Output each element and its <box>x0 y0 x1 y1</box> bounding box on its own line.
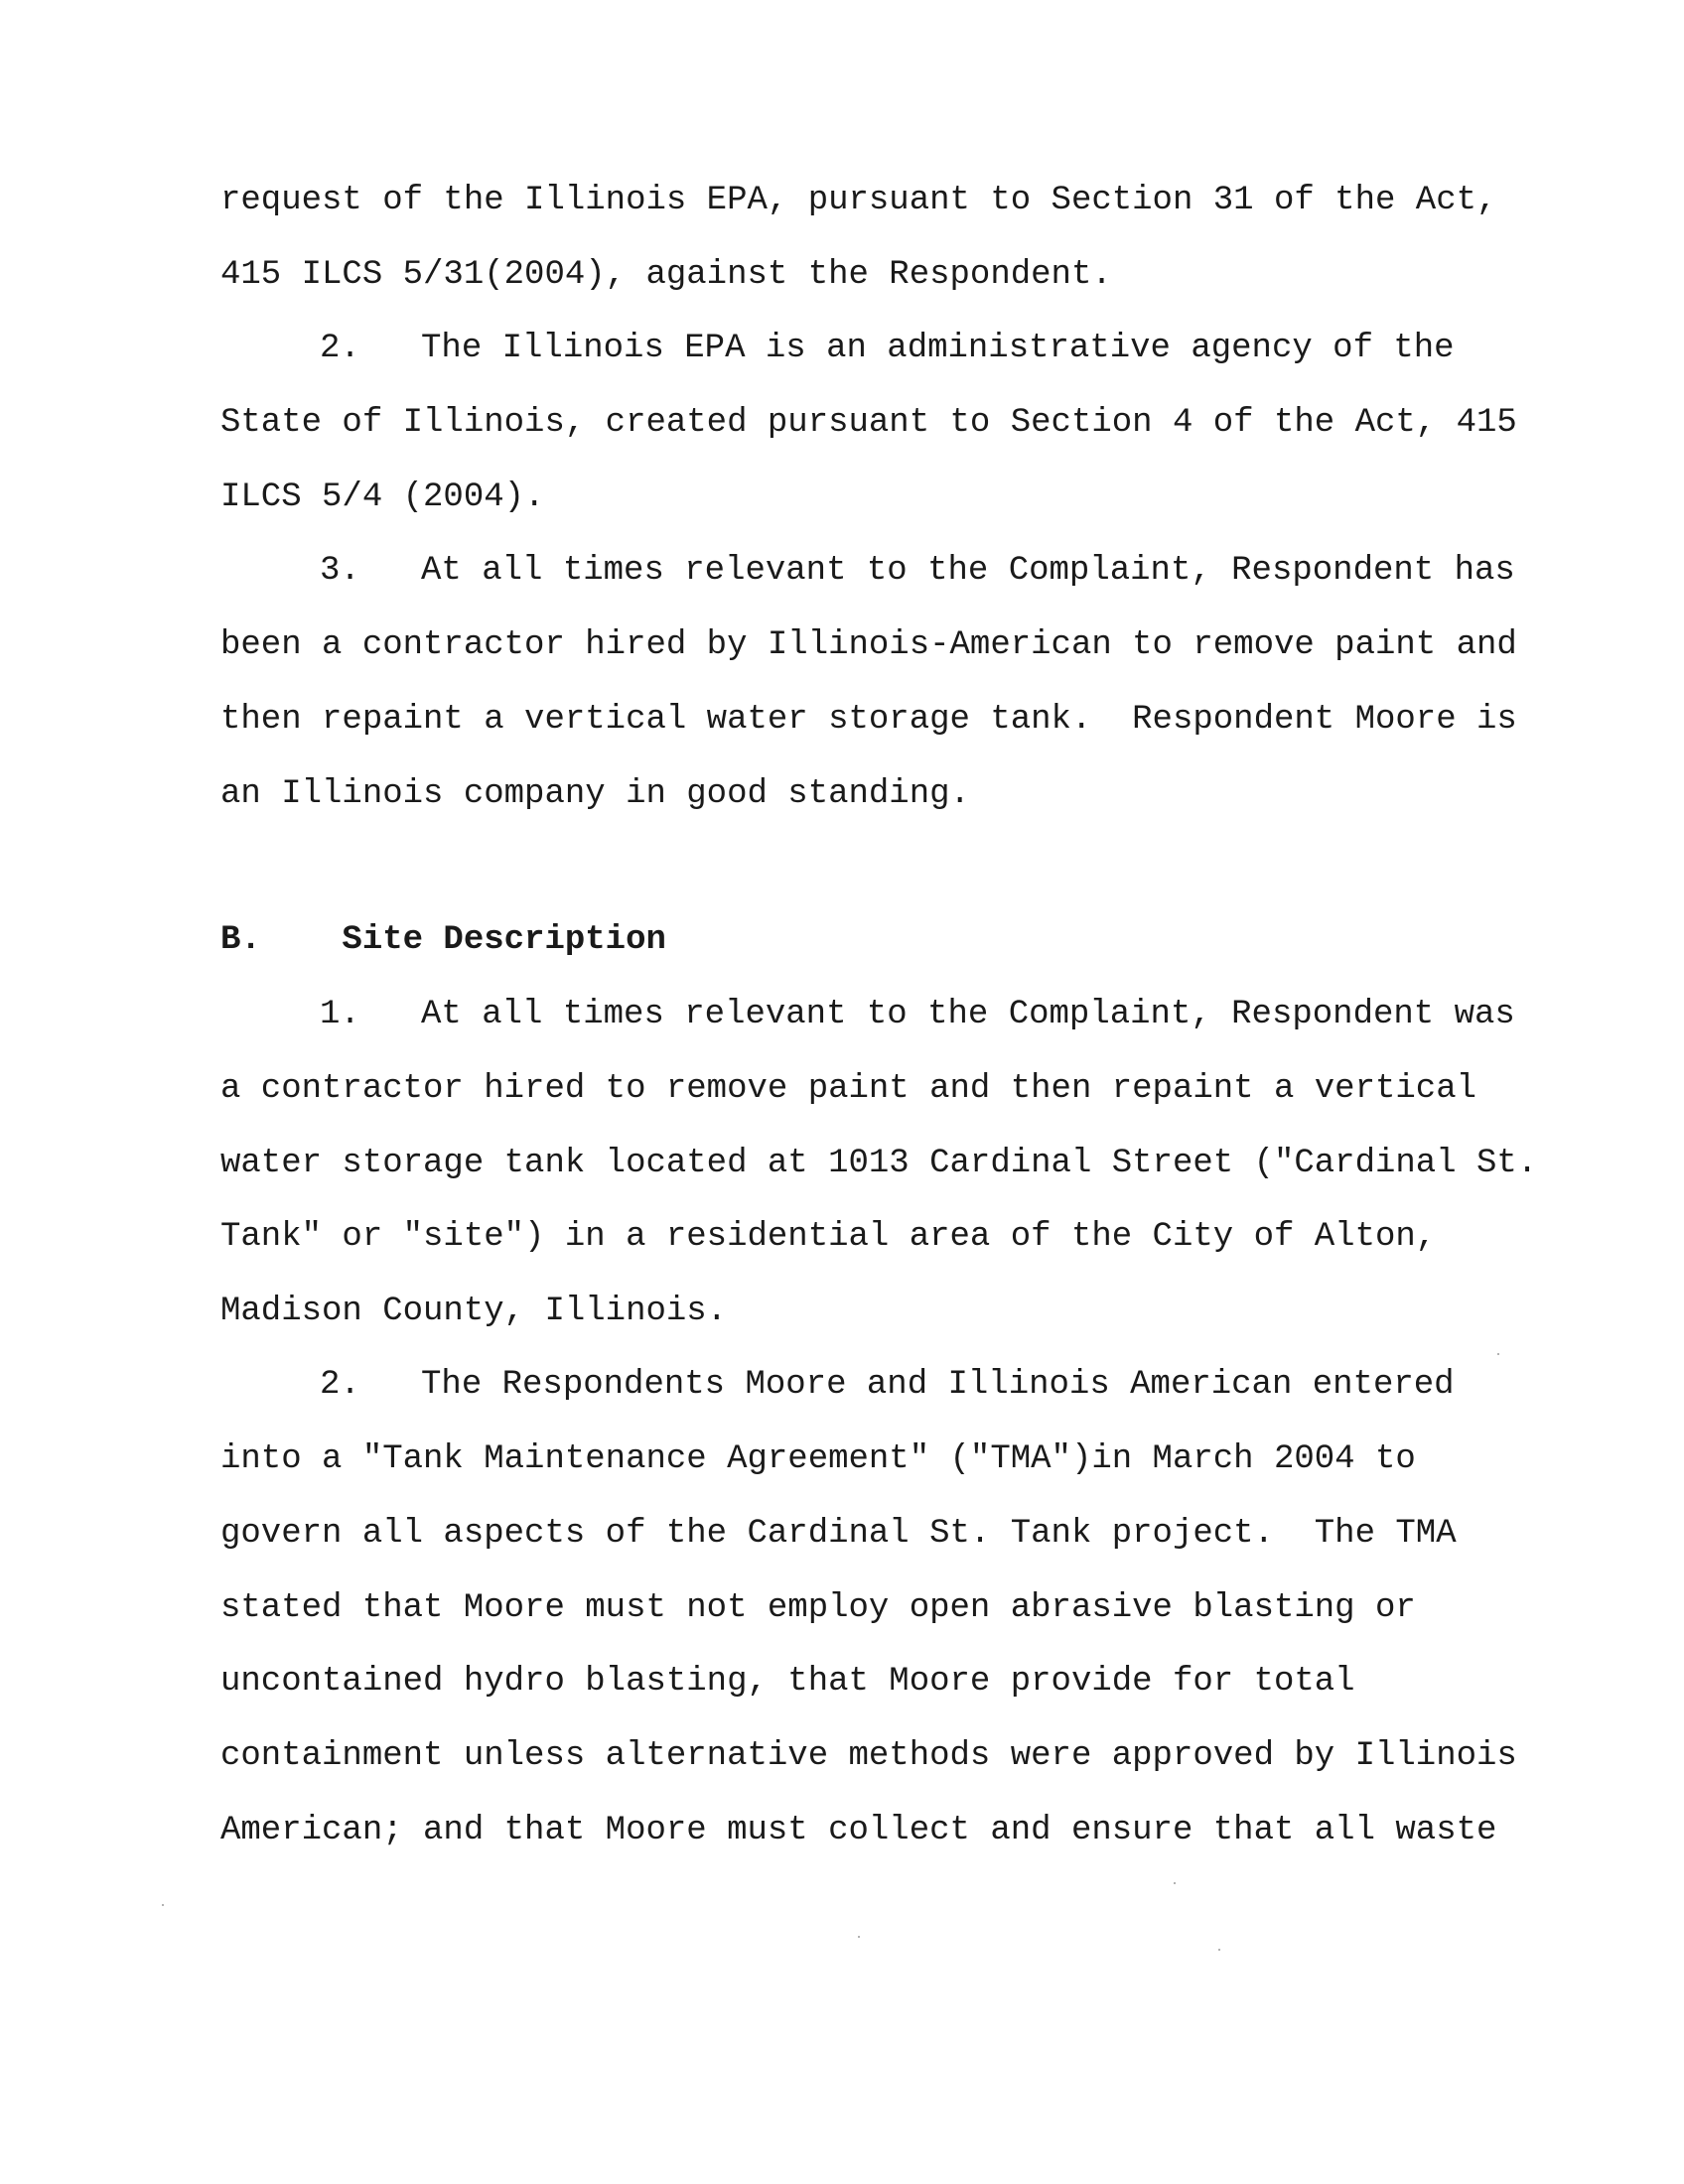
scan-speck <box>1218 1949 1220 1951</box>
text-line: stated that Moore must not employ open abrasive blasting or <box>220 1589 1416 1627</box>
text-line: ILCS 5/4 (2004). <box>220 478 545 516</box>
text-line: been a contractor hired by Illinois-American to remove paint and <box>220 626 1517 664</box>
text-line: then repaint a vertical water storage tank. Respondent Moore is <box>220 701 1517 739</box>
text-line: 2. The Respondents Moore and Illinois American entered <box>320 1366 1455 1404</box>
text-line: State of Illinois, created pursuant to Section 4 of the Act, 415 <box>220 404 1517 442</box>
text-line: uncontained hydro blasting, that Moore provide for total <box>220 1663 1355 1701</box>
scan-speck <box>858 1936 860 1938</box>
text-line: Tank" or "site") in a residential area of the City of Alton, <box>220 1218 1437 1256</box>
text-line: 1. At all times relevant to the Complaint, Respondent was <box>320 996 1515 1033</box>
text-line: Madison County, Illinois. <box>220 1293 728 1330</box>
text-line: containment unless alternative methods were approved by Illinois <box>220 1737 1517 1775</box>
scan-speck <box>1174 1882 1176 1884</box>
text-line: request of the Illinois EPA, pursuant to Section 31 of the Act, <box>220 182 1497 219</box>
text-line: 2. The Illinois EPA is an administrative agency of the <box>320 330 1455 367</box>
text-line: water storage tank located at 1013 Cardinal Street ("Cardinal St. <box>220 1145 1538 1182</box>
text-line: an Illinois company in good standing. <box>220 775 970 813</box>
text-line: into a "Tank Maintenance Agreement" ("TMA")in March 2004 to <box>220 1440 1416 1478</box>
scan-speck <box>162 1904 164 1906</box>
scan-speck <box>1497 1353 1499 1355</box>
section-heading: B. Site Description <box>220 921 666 959</box>
text-line: a contractor hired to remove paint and then repaint a vertical <box>220 1070 1477 1108</box>
text-line: American; and that Moore must collect and ensure that all waste <box>220 1812 1497 1849</box>
text-line: 3. At all times relevant to the Complaint, Respondent has <box>320 552 1515 590</box>
text-line: govern all aspects of the Cardinal St. Tank project. The TMA <box>220 1515 1457 1553</box>
text-line: 415 ILCS 5/31(2004), against the Respondent. <box>220 256 1112 294</box>
